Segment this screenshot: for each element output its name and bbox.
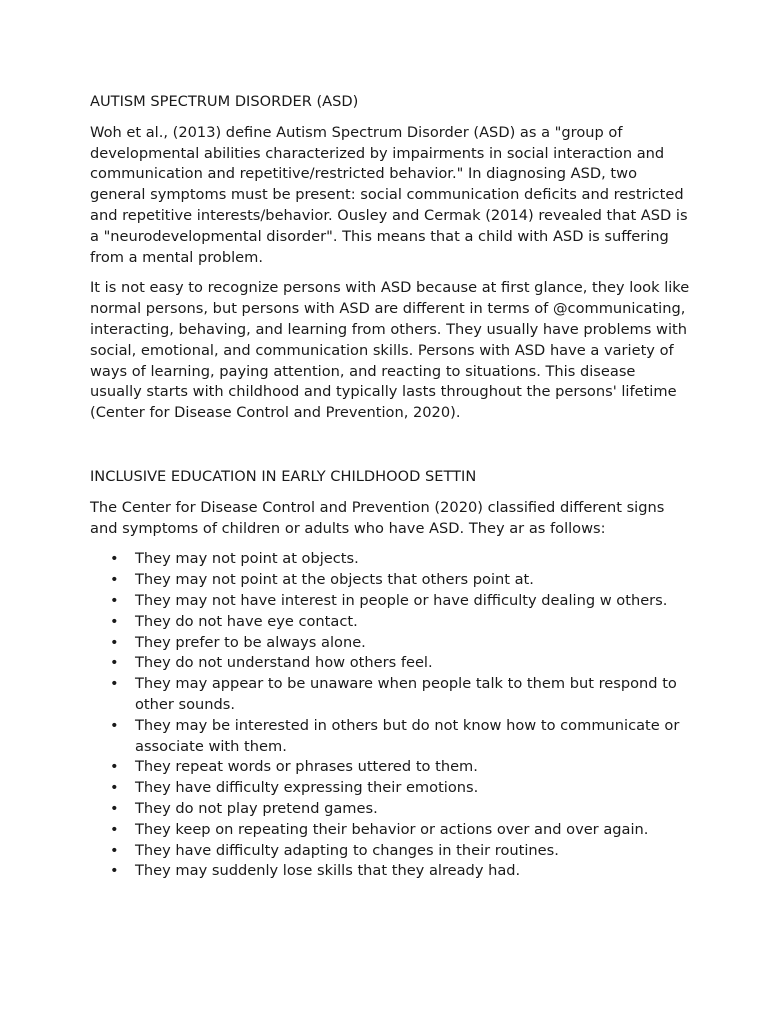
list-item bbox=[90, 778, 690, 799]
paragraph-asd-definition: Woh et al., (2013) define Autism Spectrum Disorder (ASD) as a "group of developmental abilities characterized by impairments in social interaction and communication and repetitive/restricted behavior." In diagnosing ASD, two general symptoms must be present: social communication deficits and restricted and repetitive interests/behavior. Ousley and Cermak (2014) revealed that ASD is a "neurodevelopmental disorder". This means that a child with ASD is suffering from a mental problem. bbox=[90, 123, 688, 266]
list-item bbox=[90, 757, 690, 778]
list-item-text: They repeat words or phrases uttered to them. bbox=[135, 758, 478, 776]
bullet-glyph: • bbox=[110, 654, 119, 672]
list-item bbox=[90, 591, 690, 612]
list-item-text: They may appear to be unaware when people talk to them but respond to other sounds. bbox=[135, 675, 677, 713]
list-item-text: They may suddenly lose skills that they already had. bbox=[135, 862, 521, 880]
list-item-text: They do not play pretend games. bbox=[135, 799, 378, 817]
bullet-glyph: • bbox=[110, 758, 119, 776]
list-item bbox=[90, 820, 690, 841]
document-page bbox=[90, 92, 690, 882]
list-item bbox=[90, 549, 690, 570]
bullet-glyph: • bbox=[110, 799, 119, 817]
list-item-text: They prefer to be always alone. bbox=[135, 633, 366, 651]
list-item-text: They keep on repeating their behavior or actions over and over again. bbox=[135, 820, 649, 838]
list-item-text: They have difficulty adapting to changes in their routines. bbox=[135, 841, 559, 859]
list-item-text: They may not point at the objects that others point at. bbox=[135, 571, 534, 589]
list-item-text: They do not understand how others feel. bbox=[135, 654, 433, 672]
list-item-text: They do not have eye contact. bbox=[135, 612, 358, 630]
list-item-text: They may be interested in others but do not know how to communicate or associate with them. bbox=[135, 716, 680, 755]
list-item bbox=[90, 674, 690, 716]
list-item bbox=[90, 653, 690, 674]
list-item bbox=[90, 716, 690, 758]
bullet-glyph: • bbox=[110, 841, 119, 859]
symptoms-list bbox=[90, 549, 690, 882]
bullet-glyph: • bbox=[110, 591, 119, 609]
list-item-text: They have difficulty expressing their emotions. bbox=[135, 779, 479, 797]
bullet-glyph: • bbox=[110, 675, 119, 693]
bullet-glyph: • bbox=[110, 779, 119, 797]
list-item bbox=[90, 861, 690, 882]
paragraph-asd-recognition: It is not easy to recognize persons with ASD because at first glance, they look like normal persons, but persons with ASD are different in terms of @communicating, interacting, behaving, and learning from others. They usually have problems with social, emotional, and communication skills. Persons with ASD have a variety of ways of learning, paying attention, and reacting to situations. This disease usually starts with childhood and typically lasts throughout the persons' lifetime (Center for Disease Control and Prevention, 2020). bbox=[90, 279, 690, 422]
paragraph-symptoms-intro: The Center for Disease Control and Prevention (2020) classified different signs and symptoms of children or adults who have ASD. They ar as follows: bbox=[90, 498, 665, 537]
bullet-glyph: • bbox=[110, 550, 119, 568]
bullet-glyph: • bbox=[110, 716, 119, 734]
list-item bbox=[90, 633, 690, 654]
list-item-text: They may not point at objects. bbox=[135, 550, 359, 568]
bullet-glyph: • bbox=[110, 571, 119, 589]
section-heading-asd: AUTISM SPECTRUM DISORDER (ASD) bbox=[90, 93, 359, 110]
list-item-text: They may not have interest in people or have difficulty dealing w others. bbox=[135, 591, 668, 609]
bullet-glyph: • bbox=[110, 820, 119, 838]
list-item bbox=[90, 799, 690, 820]
bullet-glyph: • bbox=[110, 633, 119, 651]
bullet-glyph: • bbox=[110, 612, 119, 630]
bullet-glyph: • bbox=[110, 862, 119, 880]
list-item bbox=[90, 841, 690, 862]
section-heading-inclusive-education: INCLUSIVE EDUCATION IN EARLY CHILDHOOD SETTIN bbox=[90, 467, 477, 485]
list-item bbox=[90, 570, 690, 591]
list-item bbox=[90, 612, 690, 633]
